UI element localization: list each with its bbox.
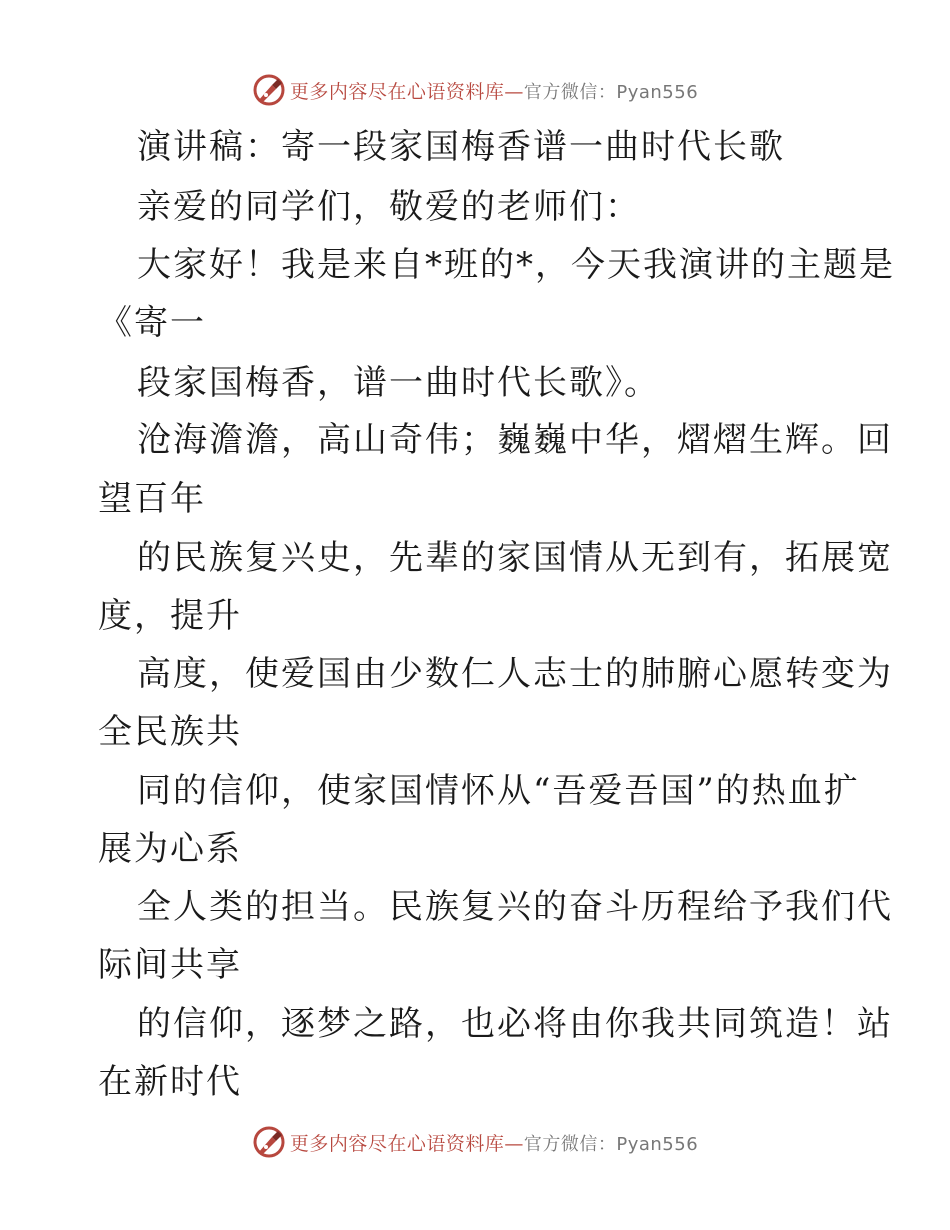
speech-line: 展为心系 bbox=[98, 829, 242, 869]
speech-title: 演讲稿：寄一段家国梅香谱一曲时代长歌 bbox=[137, 127, 785, 167]
speech-line: 在新时代 bbox=[98, 1062, 242, 1102]
speech-line: 望百年 bbox=[98, 479, 206, 519]
banner-text bbox=[290, 77, 698, 104]
speech-line: 亲爱的同学们，敬爱的老师们： bbox=[137, 187, 641, 227]
speech-line: 《寄一 bbox=[98, 303, 206, 343]
pen-logo-icon bbox=[252, 73, 286, 107]
speech-line: 的民族复兴史，先辈的家国情从无到有，拓展宽 bbox=[137, 538, 893, 578]
speech-line: 际间共享 bbox=[98, 945, 242, 985]
speech-line: 度，提升 bbox=[98, 596, 242, 636]
footer-banner bbox=[0, 1122, 950, 1162]
pen-logo-icon bbox=[252, 1125, 286, 1159]
speech-line: 段家国梅香，谱一曲时代长歌》。 bbox=[137, 363, 660, 403]
speech-line: 高度，使爱国由少数仁人志士的肺腑心愿转变为 bbox=[137, 654, 893, 694]
banner-site-text: 更多内容尽在心语资料库 bbox=[289, 1132, 505, 1155]
banner-wechat-text: 官方微信：Pyan556 bbox=[523, 81, 699, 103]
banner-dash: — bbox=[504, 80, 524, 103]
speech-line: 全人类的担当。民族复兴的奋斗历程给予我们代 bbox=[137, 887, 893, 927]
banner-text bbox=[290, 1129, 698, 1156]
banner-site-text: 更多内容尽在心语资料库 bbox=[289, 80, 505, 103]
speech-line: 大家好！我是来自*班的*，今天我演讲的主题是 bbox=[137, 245, 895, 285]
banner-dash: — bbox=[504, 1132, 524, 1155]
speech-line: 的信仰，逐梦之路，也必将由你我共同筑造！站 bbox=[137, 1004, 893, 1044]
header-banner bbox=[0, 70, 950, 110]
banner-wechat-text: 官方微信：Pyan556 bbox=[523, 1133, 699, 1155]
speech-line: 同的信仰，使家国情怀从“吾爱吾国”的热血扩 bbox=[137, 771, 860, 811]
speech-line: 沧海澹澹，高山奇伟；巍巍中华，熠熠生辉。回 bbox=[137, 420, 893, 460]
speech-line: 全民族共 bbox=[98, 712, 242, 752]
